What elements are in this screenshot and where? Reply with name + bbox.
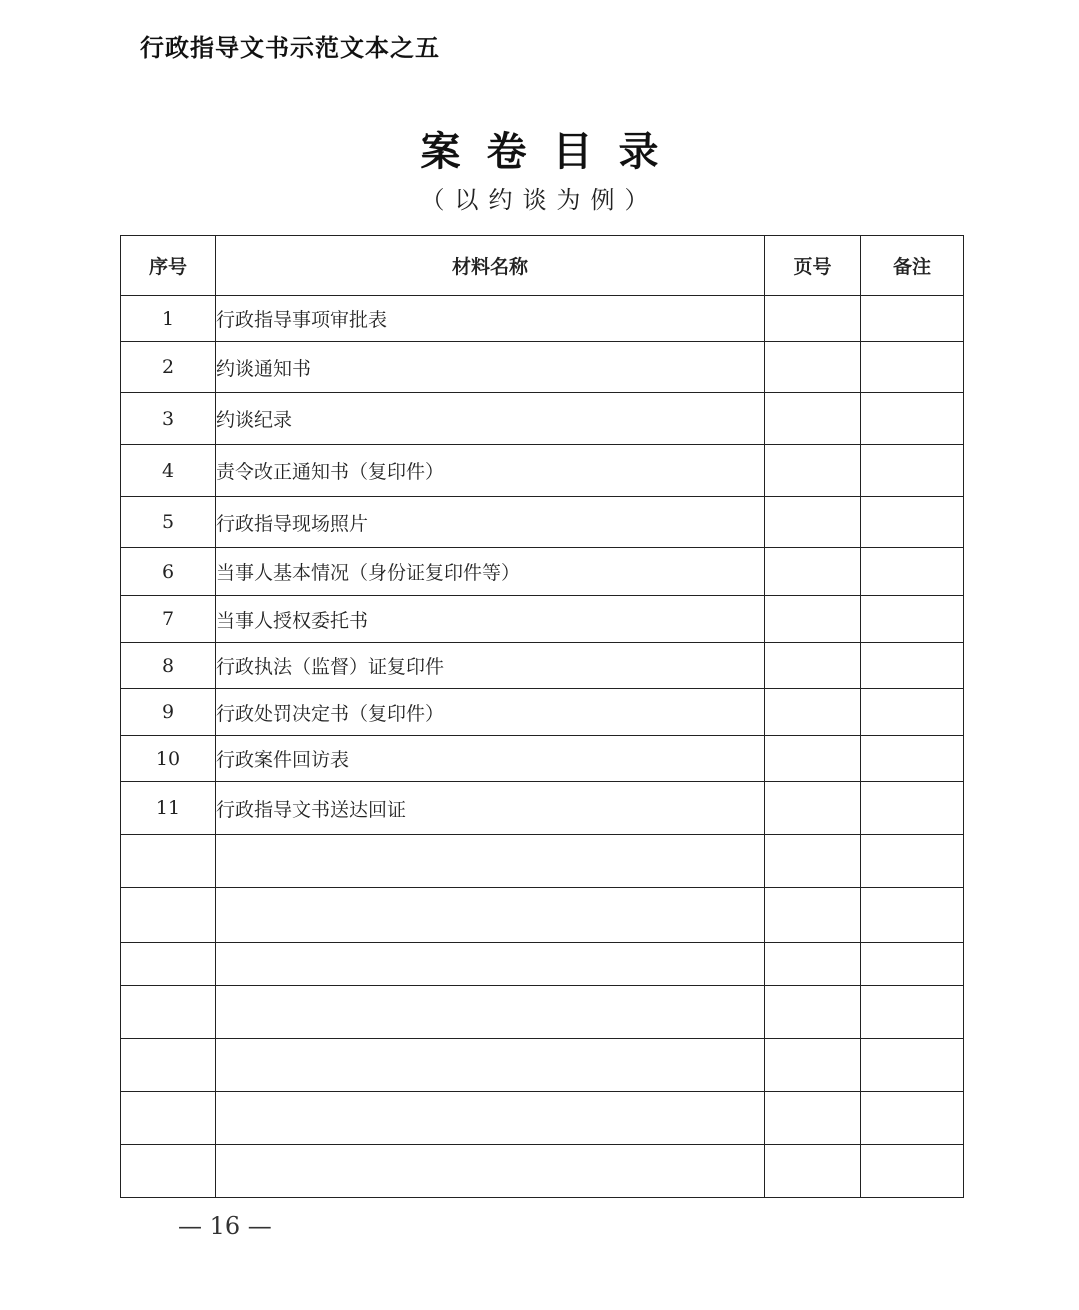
row-number-cell: 10	[121, 736, 216, 782]
row-number-cell: 8	[121, 643, 216, 689]
page-number-cell	[765, 736, 861, 782]
note-cell	[861, 393, 964, 445]
note-cell	[861, 342, 964, 393]
material-name-cell	[216, 986, 765, 1039]
row-number-cell	[121, 943, 216, 986]
row-number-cell: 3	[121, 393, 216, 445]
column-header-page: 页号	[765, 236, 861, 296]
note-cell	[861, 835, 964, 888]
page-number-cell	[765, 782, 861, 835]
page-number-cell	[765, 548, 861, 596]
page-title: 案卷目录	[420, 129, 685, 175]
table-row	[121, 497, 964, 548]
table-row	[121, 835, 964, 888]
material-name-cell: 行政指导文书送达回证	[216, 782, 765, 835]
table-row	[121, 1039, 964, 1092]
row-number-cell: 6	[121, 548, 216, 596]
material-name-cell: 当事人基本情况（身份证复印件等）	[216, 548, 765, 596]
table-header-row	[121, 236, 964, 296]
note-cell	[861, 888, 964, 943]
note-cell	[861, 736, 964, 782]
page-number-cell	[765, 835, 861, 888]
column-header-note: 备注	[861, 236, 964, 296]
material-name-cell: 行政指导现场照片	[216, 497, 765, 548]
column-header-number: 序号	[121, 236, 216, 296]
row-number-cell	[121, 835, 216, 888]
material-name-cell: 约谈纪录	[216, 393, 765, 445]
row-number-cell	[121, 1092, 216, 1145]
page-number: — 16 —	[178, 1212, 272, 1240]
material-name-cell: 约谈通知书	[216, 342, 765, 393]
material-name-cell: 行政指导事项审批表	[216, 296, 765, 342]
table-row	[121, 1092, 964, 1145]
material-name-cell	[216, 943, 765, 986]
page-number-cell	[765, 445, 861, 497]
page-subtitle: （以约谈为例）	[420, 186, 659, 214]
material-name-cell: 当事人授权委托书	[216, 596, 765, 643]
note-cell	[861, 445, 964, 497]
page-number-cell	[765, 1145, 861, 1198]
table-row	[121, 986, 964, 1039]
row-number-cell: 1	[121, 296, 216, 342]
note-cell	[861, 689, 964, 736]
note-cell	[861, 1092, 964, 1145]
page-number-cell	[765, 342, 861, 393]
table-row	[121, 548, 964, 596]
material-name-cell	[216, 1145, 765, 1198]
page-number-cell	[765, 689, 861, 736]
material-name-cell: 行政执法（监督）证复印件	[216, 643, 765, 689]
page-number-cell	[765, 1039, 861, 1092]
page-number-cell	[765, 296, 861, 342]
row-number-cell	[121, 1039, 216, 1092]
table-row	[121, 596, 964, 643]
note-cell	[861, 596, 964, 643]
table-row	[121, 1145, 964, 1198]
note-cell	[861, 296, 964, 342]
table-body	[121, 296, 964, 1198]
page-number-cell	[765, 497, 861, 548]
row-number-cell: 9	[121, 689, 216, 736]
table-row	[121, 689, 964, 736]
note-cell	[861, 497, 964, 548]
note-cell	[861, 643, 964, 689]
note-cell	[861, 782, 964, 835]
note-cell	[861, 943, 964, 986]
page-number-cell	[765, 596, 861, 643]
document-series-header: 行政指导文书示范文本之五	[140, 33, 440, 62]
note-cell	[861, 986, 964, 1039]
page-number-cell	[765, 643, 861, 689]
table-row	[121, 643, 964, 689]
material-name-cell	[216, 1039, 765, 1092]
page-number-cell	[765, 1092, 861, 1145]
material-name-cell	[216, 888, 765, 943]
row-number-cell	[121, 986, 216, 1039]
table-row	[121, 943, 964, 986]
row-number-cell: 7	[121, 596, 216, 643]
page-number-cell	[765, 943, 861, 986]
table-row	[121, 736, 964, 782]
page-number-cell	[765, 393, 861, 445]
table-row	[121, 342, 964, 393]
table-row	[121, 393, 964, 445]
row-number-cell: 5	[121, 497, 216, 548]
material-name-cell	[216, 835, 765, 888]
material-name-cell: 行政处罚决定书（复印件）	[216, 689, 765, 736]
page-number-cell	[765, 888, 861, 943]
table-row	[121, 296, 964, 342]
column-header-material-name: 材料名称	[216, 236, 765, 296]
note-cell	[861, 548, 964, 596]
note-cell	[861, 1039, 964, 1092]
material-name-cell: 责令改正通知书（复印件）	[216, 445, 765, 497]
table-row	[121, 445, 964, 497]
table-row	[121, 888, 964, 943]
material-name-cell: 行政案件回访表	[216, 736, 765, 782]
page-number-cell	[765, 986, 861, 1039]
note-cell	[861, 1145, 964, 1198]
row-number-cell	[121, 1145, 216, 1198]
row-number-cell	[121, 888, 216, 943]
table-row	[121, 782, 964, 835]
catalog-table	[120, 235, 964, 1198]
row-number-cell: 2	[121, 342, 216, 393]
row-number-cell: 11	[121, 782, 216, 835]
material-name-cell	[216, 1092, 765, 1145]
row-number-cell: 4	[121, 445, 216, 497]
